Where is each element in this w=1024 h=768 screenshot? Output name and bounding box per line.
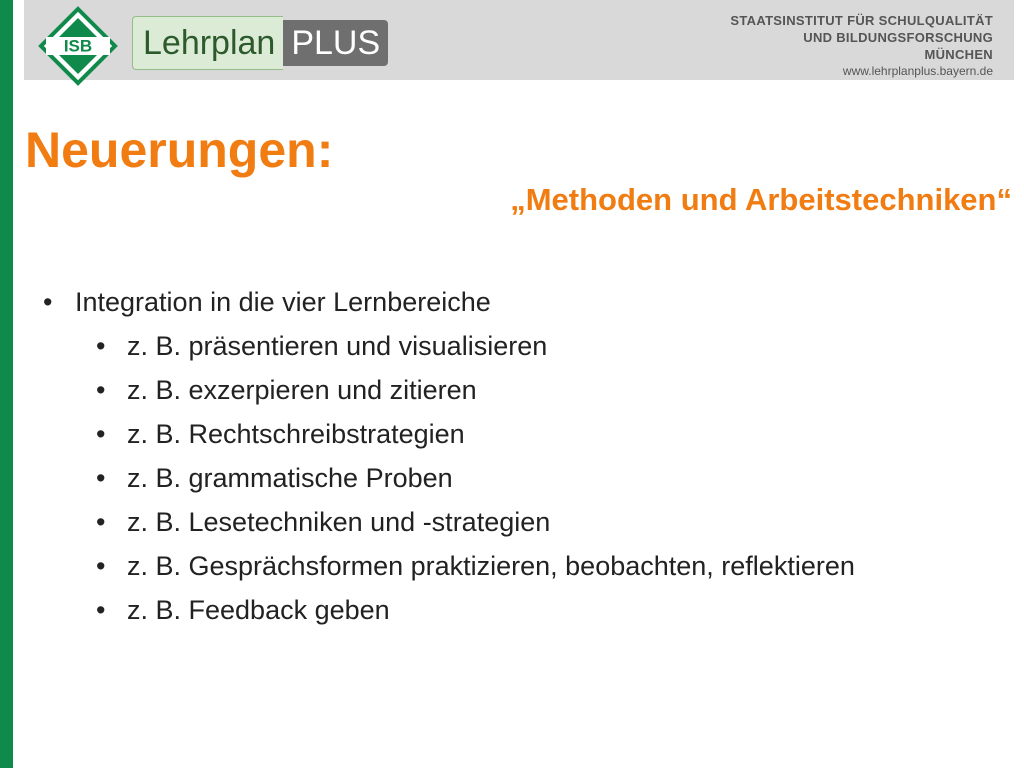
sub-bullet-text: z. B. Feedback geben bbox=[127, 595, 390, 625]
institute-info bbox=[730, 12, 993, 80]
bullet-dot: • bbox=[96, 419, 106, 449]
bullet-dot: • bbox=[96, 595, 106, 625]
header-bar bbox=[24, 0, 1014, 80]
bullet-list bbox=[40, 280, 855, 632]
sub-bullet-text: z. B. exzerpieren und zitieren bbox=[127, 375, 477, 405]
isb-logo bbox=[38, 6, 118, 86]
isb-logo-text: ISB bbox=[63, 36, 93, 56]
slide-title: Neuerungen: bbox=[25, 122, 334, 178]
sub-bullet bbox=[40, 412, 855, 456]
sub-bullet-text: z. B. Gesprächsformen praktizieren, beobachten, reflektieren bbox=[127, 551, 855, 581]
bullet-dot: • bbox=[96, 375, 106, 405]
left-accent-bar bbox=[0, 0, 13, 768]
main-bullet-text: Integration in die vier Lernbereiche bbox=[75, 287, 491, 317]
sub-bullet-text: z. B. grammatische Proben bbox=[127, 463, 453, 493]
sub-bullet bbox=[40, 368, 855, 412]
plus-text: PLUS bbox=[283, 20, 388, 66]
sub-bullet bbox=[40, 456, 855, 500]
sub-bullet bbox=[40, 544, 855, 588]
sub-bullet-text: z. B. präsentieren und visualisieren bbox=[127, 331, 548, 361]
institute-line-1: STAATSINSTITUT FÜR SCHULQUALITÄT bbox=[730, 13, 993, 28]
institute-line-2: UND BILDUNGSFORSCHUNG bbox=[803, 30, 993, 45]
bullet-dot: • bbox=[96, 463, 106, 493]
lehrplanplus-logo bbox=[132, 16, 388, 70]
institute-line-3: MÜNCHEN bbox=[924, 47, 993, 62]
sub-bullet-text: z. B. Rechtschreibstrategien bbox=[127, 419, 465, 449]
lehrplan-text: Lehrplan bbox=[132, 16, 283, 70]
main-bullet bbox=[40, 280, 855, 324]
bullet-dot: • bbox=[96, 507, 106, 537]
slide-subtitle: „Methoden und Arbeitstechniken“ bbox=[510, 182, 1012, 217]
sub-bullet bbox=[40, 500, 855, 544]
institute-url: www.lehrplanplus.bayern.de bbox=[842, 64, 993, 78]
sub-bullet bbox=[40, 324, 855, 368]
bullet-dot: • bbox=[96, 551, 106, 581]
bullet-dot: • bbox=[96, 331, 106, 361]
bullet-dot: • bbox=[43, 287, 53, 317]
sub-bullet-text: z. B. Lesetechniken und -strategien bbox=[127, 507, 551, 537]
sub-bullet bbox=[40, 588, 855, 632]
